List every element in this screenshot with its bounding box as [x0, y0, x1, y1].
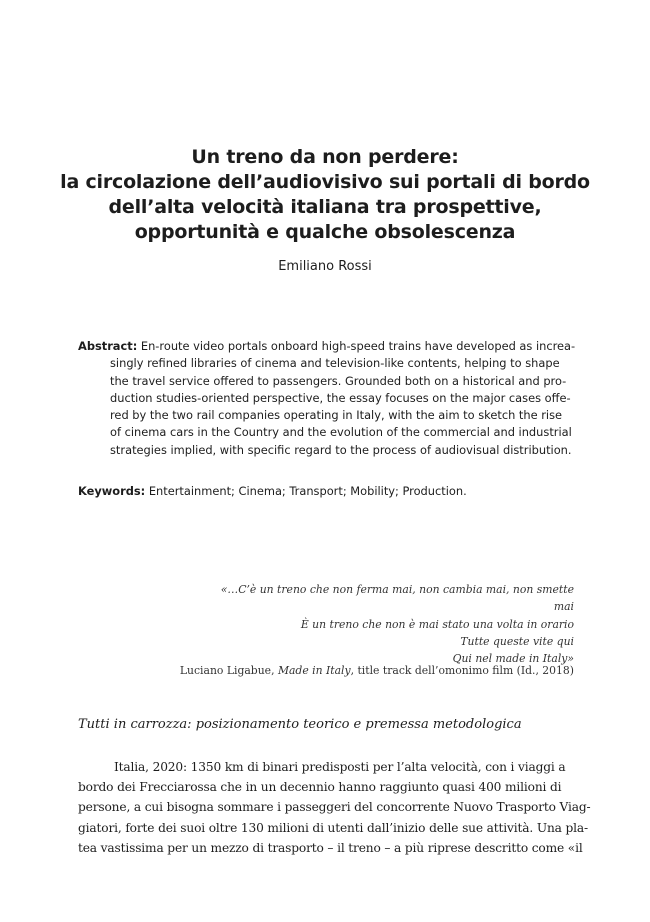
- abstract-line: [78, 338, 576, 355]
- abstract-line: strategies implied, with specific regard to the process of audiovisual distribution.: [110, 442, 572, 457]
- keywords-label: Keywords:: [78, 484, 146, 498]
- epigraph-quote: [200, 581, 574, 667]
- abstract-line: duction studies-oriented perspective, the essay focuses on the major cases offe-: [110, 390, 571, 405]
- abstract-line: the travel service offered to passengers. Grounded both on a historical and pro-: [110, 373, 567, 388]
- abstract: [78, 338, 576, 459]
- source-prefix: Luciano Ligabue,: [179, 664, 278, 677]
- body-line: giatori, forte dei suoi oltre 130 milioni di utenti dall’inizio delle sue attività. Una pla-: [78, 820, 588, 835]
- body-line: persone, a cui bisogna sommare i passeggeri del concorrente Nuovo Trasporto Viag-: [78, 800, 591, 815]
- abstract-label: Abstract:: [78, 339, 138, 353]
- body-line: bordo dei Frecciarossa che in un decennio hanno raggiunto quasi 400 milioni di: [78, 780, 562, 795]
- body-paragraph: [78, 757, 591, 858]
- epigraph-line: «…C’è un treno che non ferma mai, non cambia mai, non smette mai: [220, 583, 574, 614]
- abstract-line: of cinema cars in the Country and the evolution of the commercial and industrial: [110, 425, 572, 440]
- abstract-line: red by the two rail companies operating in Italy, with the aim to sketch the rise: [110, 408, 563, 423]
- title-line: Un treno da non perdere:: [191, 146, 459, 168]
- epigraph-line: Qui nel made in Italy»: [452, 652, 574, 666]
- body-line: Italia, 2020: 1350 km di binari predisposti per l’alta velocità, con i viaggi a: [114, 760, 566, 774]
- section-heading: Tutti in carrozza: posizionamento teorico e premessa metodologica: [78, 717, 522, 732]
- source-suffix: , title track dell’omonimo film (Id., 2018): [350, 664, 574, 677]
- source-title: Made in Italy: [277, 664, 351, 677]
- keywords-text: Entertainment; Cinema; Transport; Mobility; Production.: [145, 484, 467, 498]
- title-line: dell’alta velocità italiana tra prospettive,: [108, 196, 542, 218]
- title-line: opportunità e qualche obsolescenza: [134, 221, 516, 243]
- abstract-line: singly refined libraries of cinema and television-like contents, helping to shape: [110, 356, 560, 371]
- keywords: [78, 483, 576, 500]
- epigraph-line: È un treno che non è mai stato una volta in orario: [300, 617, 574, 631]
- epigraph-line: Tutte queste vite qui: [460, 634, 574, 648]
- epigraph-source: [150, 662, 574, 679]
- author-name: Emiliano Rossi: [278, 259, 372, 274]
- body-line: tea vastissima per un mezzo di trasporto – il treno – a più riprese descritto come «il: [78, 840, 583, 855]
- title-line: la circolazione dell’audiovisivo sui portali di bordo: [60, 171, 590, 193]
- abstract-text: En-route video portals onboard high-speed trains have developed as increa-: [137, 339, 576, 353]
- paper-title: [60, 145, 590, 245]
